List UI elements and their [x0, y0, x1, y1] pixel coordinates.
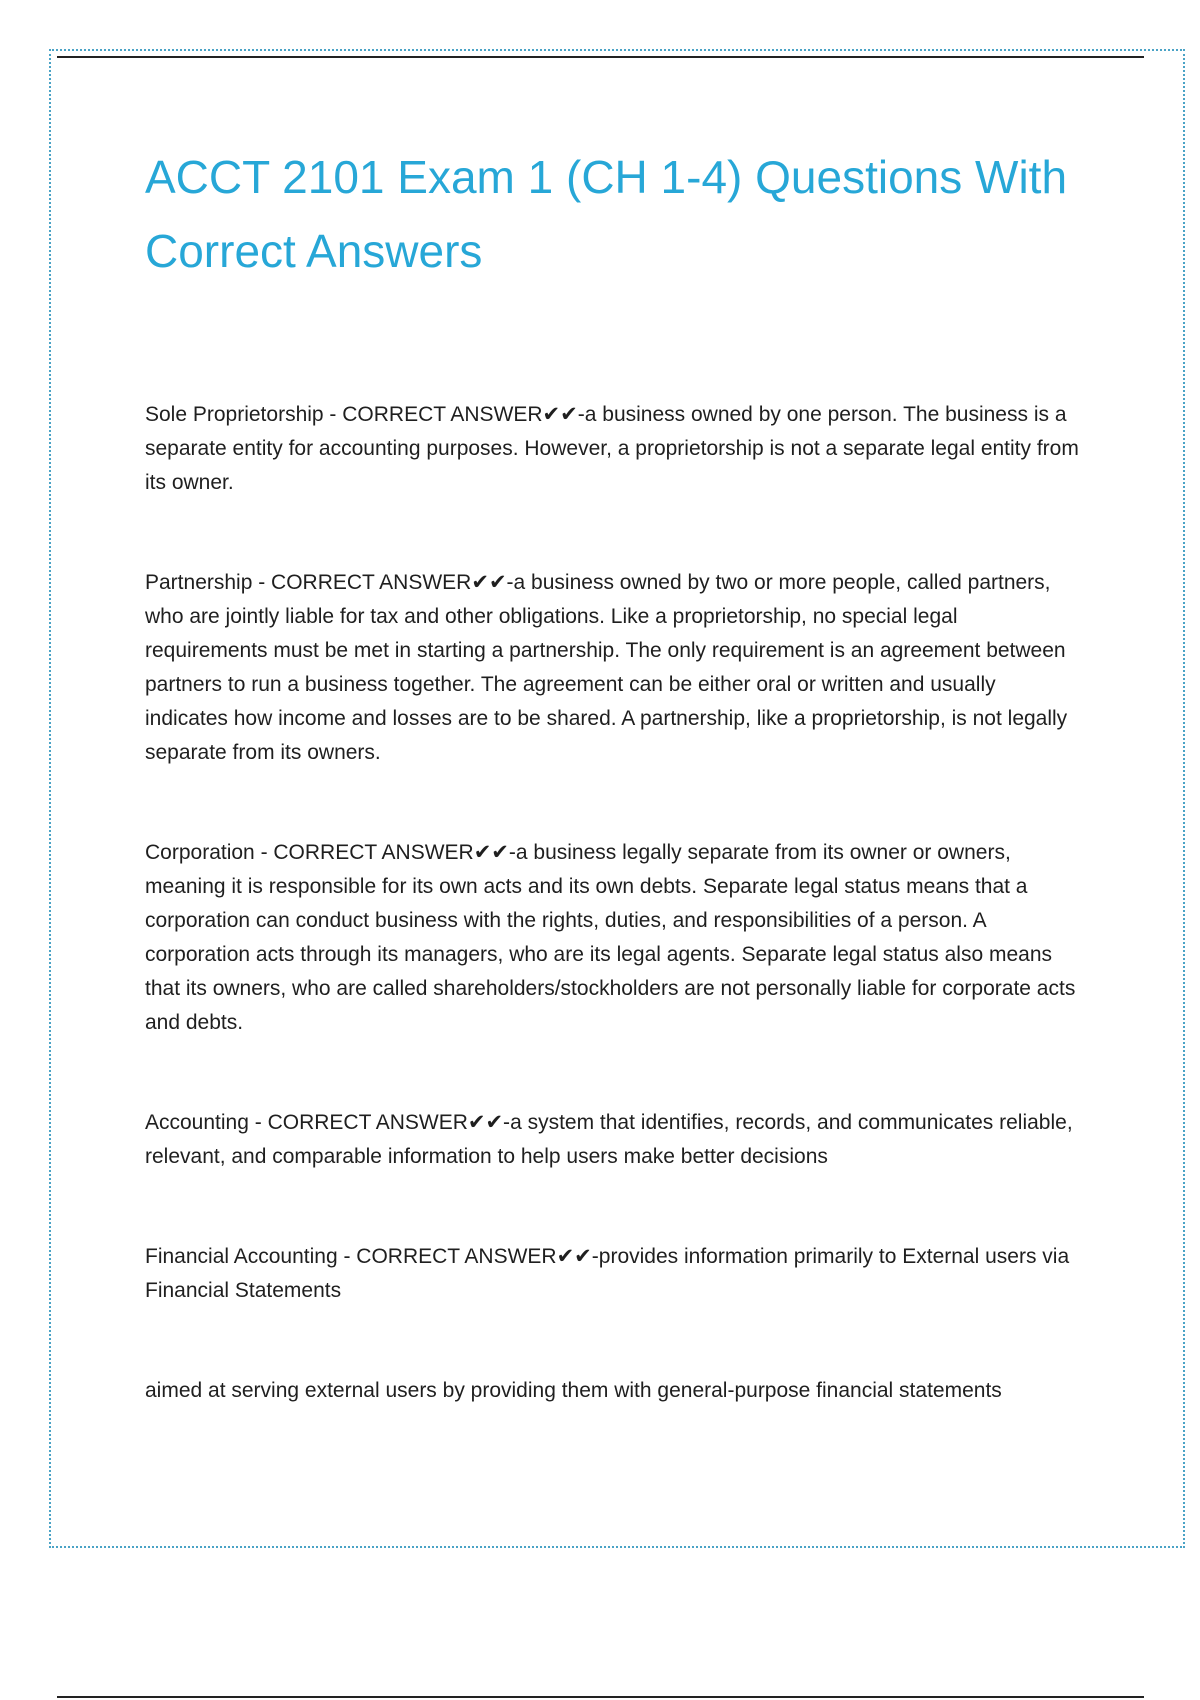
entry-answer-marker: - CORRECT ANSWER✔✔-: [248, 1111, 511, 1134]
footer-rule: [57, 1696, 1144, 1698]
entry-definition: a business owned by one person. The business is a separate entity for accounting purposes. However, a proprietorship is not a separate legal entity from its owner.: [145, 403, 1079, 494]
entry-term: Partnership: [145, 571, 253, 594]
document-body: [145, 398, 1080, 1474]
entry-answer-marker: - CORRECT ANSWER✔✔-: [252, 571, 514, 594]
entry-term: Financial Accounting: [145, 1245, 338, 1268]
entry-term: Accounting: [145, 1111, 249, 1134]
document-title: ACCT 2101 Exam 1 (CH 1-4) Questions With Correct Answers: [145, 151, 1068, 277]
entry-definition: provides information primarily to External users via Financial Statements: [145, 1245, 1070, 1302]
entry-term: Corporation: [145, 841, 255, 864]
entry-financial-accounting: [145, 1240, 1080, 1308]
entry-accounting: [145, 1106, 1080, 1174]
entry-definition: a business owned by two or more people, called partners, who are jointly liable for tax and other obligations. Like a proprietorship, no special legal requirements must be met in starting a partnership. The only requirement is an agreement between partners to run a business together. The agreement can be either oral or written and usually indicates how income and losses are to be shared. A partnership, like a proprietorship, is not legally separate from its owners.: [145, 571, 1068, 764]
entry-note: aimed at serving external users by providing them with general-purpose financial statements: [145, 1379, 1002, 1402]
entry-partnership: [145, 566, 1080, 770]
entry-definition: a system that identifies, records, and communicates reliable, relevant, and comparable information to help users make better decisions: [145, 1111, 1073, 1168]
entry-answer-marker: - CORRECT ANSWER✔✔-: [323, 403, 585, 426]
entry-definition: a business legally separate from its owner or owners, meaning it is responsible for its own acts and its own debts. Separate legal status means that a corporation can conduct business with the rights, duties, and responsibilities of a person. A corporation acts through its managers, who are its legal agents. Separate legal status also means that its owners, who are called shareholders/stockholders are not personally liable for corporate acts and debts.: [145, 841, 1076, 1034]
entry-sole-proprietorship: [145, 398, 1080, 500]
entry-answer-marker: - CORRECT ANSWER✔✔-: [254, 841, 516, 864]
entry-corporation: [145, 836, 1080, 1040]
entry-answer-marker: - CORRECT ANSWER✔✔-: [337, 1245, 599, 1268]
entry-term: Sole Proprietorship: [145, 403, 324, 426]
